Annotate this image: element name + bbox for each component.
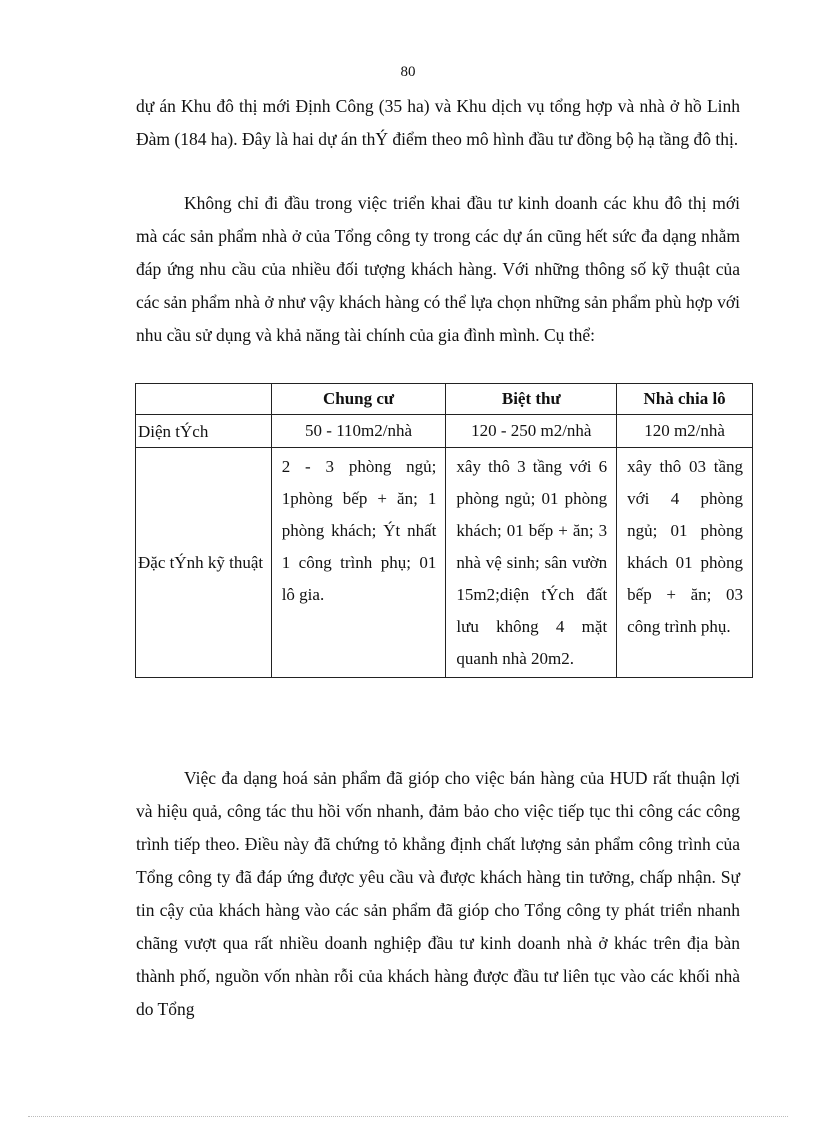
area-land-plot-house: 120 m2/nhà	[617, 415, 753, 448]
row-label-specs: Đặc tÝnh kỹ thuật	[136, 448, 272, 678]
header-land-plot-house: Nhà chia lô	[617, 384, 753, 415]
header-empty-cell	[136, 384, 272, 415]
specs-land-plot-house: xây thô 03 tầng với 4 phòng ngủ; 01 phòng khách 01 phòng bếp + ăn; 03 công trình phụ.	[617, 448, 753, 678]
paragraph-2: Không chỉ đi đầu trong việc triển khai đầu tư kinh doanh các khu đô thị mới mà các sản phẩm nhà ở của Tổng công ty trong các dự án cũng hết sức đa dạng nhằm đáp ứng nhu cầu của nhiều đối tượng khách hàng. Với những thông số kỹ thuật của các sản phẩm nhà ở như vậy khách hàng có thể lựa chọn những sản phẩm phù hợp với nhu cầu sử dụng và khả năng tài chính của gia đình mình. Cụ thể:	[136, 193, 740, 345]
table-row-area	[136, 415, 753, 448]
area-villa: 120 - 250 m2/nhà	[446, 415, 617, 448]
table-row-specs	[136, 448, 753, 678]
table-header-row	[136, 384, 753, 415]
specs-villa: xây thô 3 tầng với 6 phòng ngủ; 01 phòng khách; 01 bếp + ăn; 3 nhà vệ sinh; sân vườn 15m2;diện tÝch đất lưu không 4 mặt quanh nhà 20m2.	[446, 448, 617, 678]
area-apartment: 50 - 110m2/nhà	[271, 415, 446, 448]
specs-apartment: 2 - 3 phòng ngủ; 1phòng bếp + ăn; 1 phòng khách; Ýt nhất 1 công trình phụ; 01 lô gia.	[271, 448, 446, 678]
page-number: 80	[400, 64, 416, 80]
housing-spec-table	[135, 383, 753, 678]
header-villa: Biệt thư	[446, 384, 617, 415]
header-apartment: Chung cư	[271, 384, 446, 415]
paragraph-1: dự án Khu đô thị mới Định Công (35 ha) và Khu dịch vụ tổng hợp và nhà ở hồ Linh Đàm (184 ha). Đây là hai dự án thÝ điểm theo mô hình đầu tư đồng bộ hạ tầng đô thị.	[136, 96, 740, 149]
paragraph-3: Việc đa dạng hoá sản phẩm đã gióp cho việc bán hàng của HUD rất thuận lợi và hiệu quả, công tác thu hồi vốn nhanh, đảm bảo cho việc tiếp tục thi công các công trình tiếp theo. Điều này đã chứng tỏ khẳng định chất lượng sản phẩm công trình của Tổng công ty đã đáp ứng được yêu cầu và được khách hàng tin tưởng, chấp nhận. Sự tin cậy của khách hàng vào các sản phẩm đã gióp cho Tổng công ty phát triển nhanh chãng vượt qua rất nhiều doanh nghiệp đầu tư kinh doanh nhà ở khác trên địa bàn thành phố, nguồn vốn nhàn rỗi của khách hàng được đầu tư liên tục vào các khối nhà do Tổng	[136, 768, 740, 1019]
page-bottom-divider	[28, 1116, 788, 1117]
row-label-area: Diện tÝch	[136, 415, 272, 448]
